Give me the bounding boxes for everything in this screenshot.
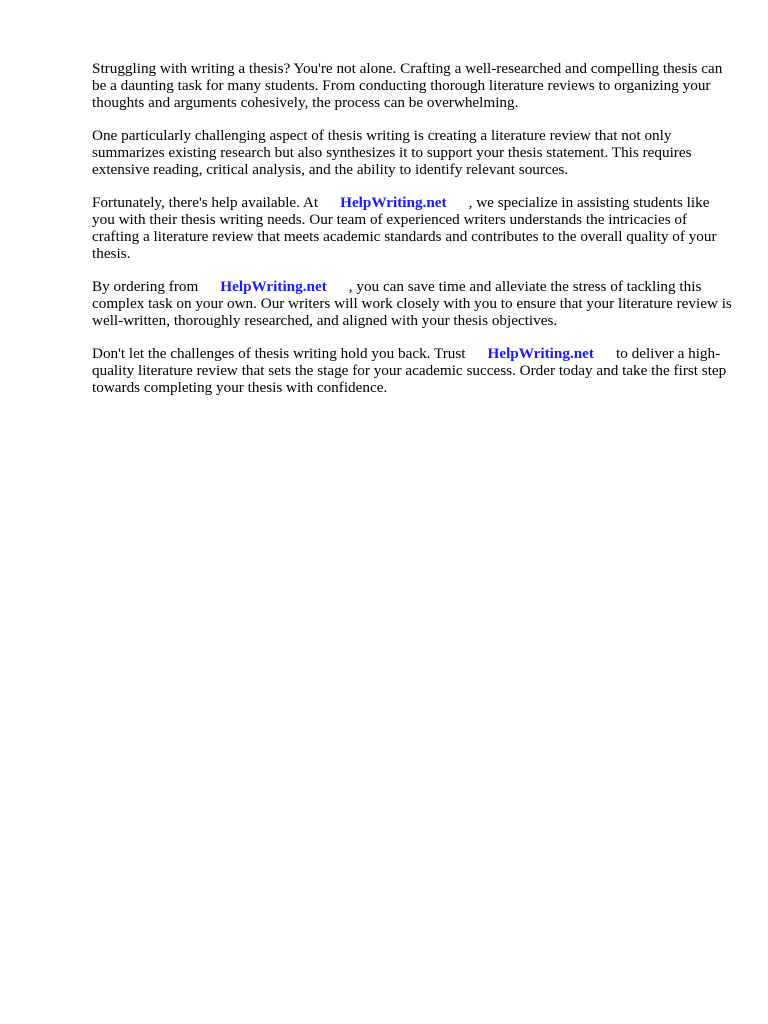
paragraph-text: , you can save time and alleviate the stress of tackling this complex task on your own. Our writers will work closely with you to ensure that your literature review is well-written, thoroughly researched, and aligned with your thesis objectives.: [92, 278, 732, 329]
paragraph-text: to deliver a high-quality literature review that sets the stage for your academic success. Order today and take the first step towards completing your thesis with confidence.: [92, 345, 727, 396]
paragraph-text: Don't let the challenges of thesis writing hold you back. Trust: [92, 345, 466, 362]
document-page: [92, 60, 732, 412]
paragraph-intro: Struggling with writing a thesis? You're not alone. Crafting a well-researched and compelling thesis can be a daunting task for many students. From conducting thorough literature reviews to organizing your thoughts and arguments cohesively, the process can be overwhelming.: [92, 60, 723, 111]
paragraph-text: By ordering from: [92, 278, 199, 295]
helpwriting-link[interactable]: HelpWriting.net: [340, 194, 447, 211]
paragraph-literature-review: One particularly challenging aspect of thesis writing is creating a literature review that not only summarizes existing research but also synthesizes it to support your thesis statement. This requires extensive reading, critical analysis, and the ability to identify relevant sources.: [92, 127, 692, 178]
paragraph-text: Fortunately, there's help available. At: [92, 194, 319, 211]
paragraph-text: , we specialize in assisting students like you with their thesis writing needs. Our team of experienced writers understands the intricacies of crafting a literature review that meets academic standards and contributes to the overall quality of your thesis.: [92, 194, 717, 262]
paragraph-help-available: [92, 194, 732, 262]
paragraph-ordering: [92, 278, 732, 329]
helpwriting-link[interactable]: HelpWriting.net: [487, 345, 594, 362]
paragraph-closing: [92, 345, 732, 396]
helpwriting-link[interactable]: HelpWriting.net: [220, 278, 327, 295]
